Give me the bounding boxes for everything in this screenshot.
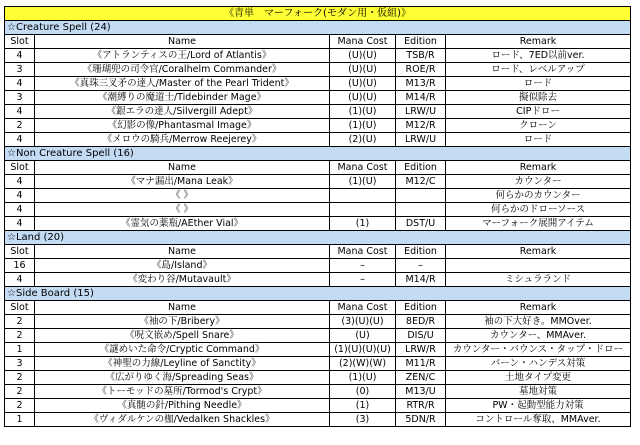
mana-cost-cell: –	[330, 259, 396, 273]
mana-cost-cell: (U)(U)	[330, 63, 396, 77]
remark-cell: 擬似除去	[446, 91, 631, 105]
edition-cell	[396, 203, 446, 217]
column-header-name: Name	[35, 35, 330, 49]
mana-cost-cell: (U)(U)	[330, 91, 396, 105]
remark-cell: ロード、レベルアップ	[446, 63, 631, 77]
decklist-table	[4, 6, 631, 427]
mana-cost-cell: (1)(U)	[330, 371, 396, 385]
remark-cell: 何らかのカウンター	[446, 189, 631, 203]
section-header-row	[5, 147, 631, 161]
mana-cost-cell: (U)	[330, 329, 396, 343]
remark-cell: ロード、7ED以前ver.	[446, 49, 631, 63]
edition-cell: M11/R	[396, 357, 446, 371]
card-name-cell: 《真髄の針/Pithing Needle》	[35, 399, 330, 413]
remark-cell: マーフォーク展開アイテム	[446, 217, 631, 231]
card-row	[5, 189, 631, 203]
slot-cell: 2	[5, 315, 35, 329]
card-row	[5, 217, 631, 231]
card-name-cell: 《ヴィダルケンの枷/Vedalken Shackles》	[35, 413, 330, 427]
remark-cell: ロード	[446, 77, 631, 91]
slot-cell: 4	[5, 133, 35, 147]
card-row	[5, 399, 631, 413]
column-header-name: Name	[35, 245, 330, 259]
card-name-cell: 《神聖の力線/Leyline of Sanctity》	[35, 357, 330, 371]
card-name-cell: 《メロウの騎兵/Merrow Reejerey》	[35, 133, 330, 147]
remark-cell: CIPドロー	[446, 105, 631, 119]
section-header-row	[5, 287, 631, 301]
column-header-remark: Remark	[446, 35, 631, 49]
card-name-cell: 《袖の下/Bribery》	[35, 315, 330, 329]
card-name-cell: 《アトランティスの王/Lord of Atlantis》	[35, 49, 330, 63]
column-header-edition: Edition	[396, 35, 446, 49]
section-label: ☆Land (20)	[5, 231, 631, 245]
card-row	[5, 119, 631, 133]
column-header-remark: Remark	[446, 161, 631, 175]
column-header-slot: Slot	[5, 245, 35, 259]
card-row	[5, 175, 631, 189]
card-row	[5, 133, 631, 147]
edition-cell: ROE/R	[396, 63, 446, 77]
card-name-cell: 《マナ漏出/Mana Leak》	[35, 175, 330, 189]
edition-cell: RTR/R	[396, 399, 446, 413]
slot-cell: 3	[5, 91, 35, 105]
column-header-mana: Mana Cost	[330, 301, 396, 315]
remark-cell: ロード	[446, 133, 631, 147]
edition-cell: LRW/U	[396, 133, 446, 147]
slot-cell: 2	[5, 119, 35, 133]
edition-cell: LRW/R	[396, 343, 446, 357]
column-header-row	[5, 301, 631, 315]
remark-cell	[446, 259, 631, 273]
column-header-slot: Slot	[5, 35, 35, 49]
edition-cell: ZEN/C	[396, 371, 446, 385]
slot-cell: 4	[5, 49, 35, 63]
card-name-cell: 《呪文嵌め/Spell Snare》	[35, 329, 330, 343]
mana-cost-cell: (U)(U)	[330, 49, 396, 63]
card-row	[5, 315, 631, 329]
mana-cost-cell: (1)(U)	[330, 175, 396, 189]
card-name-cell: 《広がりゆく海/Spreading Seas》	[35, 371, 330, 385]
remark-cell: PW・起動型能力対策	[446, 399, 631, 413]
slot-cell: 2	[5, 371, 35, 385]
column-header-edition: Edition	[396, 245, 446, 259]
edition-cell: M14/R	[396, 273, 446, 287]
slot-cell: 4	[5, 203, 35, 217]
mana-cost-cell: (1)	[330, 399, 396, 413]
slot-cell: 4	[5, 77, 35, 91]
mana-cost-cell: (0)	[330, 385, 396, 399]
column-header-mana: Mana Cost	[330, 245, 396, 259]
column-header-row	[5, 245, 631, 259]
slot-cell: 2	[5, 399, 35, 413]
card-row	[5, 329, 631, 343]
card-row	[5, 413, 631, 427]
mana-cost-cell: (3)(U)(U)	[330, 315, 396, 329]
column-header-mana: Mana Cost	[330, 161, 396, 175]
edition-cell: M12/C	[396, 175, 446, 189]
remark-cell: カウンター・バウンス・タップ・ドロー	[446, 343, 631, 357]
remark-cell: カウンター	[446, 175, 631, 189]
edition-cell: TSB/R	[396, 49, 446, 63]
slot-cell: 3	[5, 357, 35, 371]
card-name-cell: 《銀エラの達人/Silvergill Adept》	[35, 105, 330, 119]
card-name-cell: 《幻影の像/Phantasmal Image》	[35, 119, 330, 133]
mana-cost-cell: (2)(U)	[330, 133, 396, 147]
card-name-cell: 《霊気の薬瓶/AEther Vial》	[35, 217, 330, 231]
column-header-row	[5, 35, 631, 49]
slot-cell: 4	[5, 175, 35, 189]
mana-cost-cell	[330, 189, 396, 203]
card-row	[5, 49, 631, 63]
edition-cell: M13/R	[396, 77, 446, 91]
card-name-cell: 《 》	[35, 189, 330, 203]
slot-cell: 16	[5, 259, 35, 273]
card-name-cell: 《島/Island》	[35, 259, 330, 273]
column-header-slot: Slot	[5, 161, 35, 175]
card-name-cell: 《トーモッドの墓所/Tormod's Crypt》	[35, 385, 330, 399]
section-label: ☆Creature Spell (24)	[5, 21, 631, 35]
card-name-cell: 《変わり谷/Mutavault》	[35, 273, 330, 287]
card-row	[5, 259, 631, 273]
card-name-cell: 《真珠三叉矛の達人/Master of the Pearl Trident》	[35, 77, 330, 91]
slot-cell: 4	[5, 189, 35, 203]
title-row	[5, 7, 631, 21]
column-header-name: Name	[35, 161, 330, 175]
slot-cell: 4	[5, 273, 35, 287]
card-name-cell: 《潮縛りの魔道士/Tidebinder Mage》	[35, 91, 330, 105]
slot-cell: 2	[5, 329, 35, 343]
edition-cell: 8ED/R	[396, 315, 446, 329]
card-row	[5, 63, 631, 77]
column-header-remark: Remark	[446, 245, 631, 259]
edition-cell: 5DN/R	[396, 413, 446, 427]
edition-cell: DST/U	[396, 217, 446, 231]
mana-cost-cell: (3)	[330, 413, 396, 427]
card-row	[5, 385, 631, 399]
mana-cost-cell: (1)	[330, 217, 396, 231]
remark-cell: ミシュラランド	[446, 273, 631, 287]
card-row	[5, 203, 631, 217]
column-header-row	[5, 161, 631, 175]
edition-cell: DIS/U	[396, 329, 446, 343]
remark-cell: コントロール奪取、MMAver.	[446, 413, 631, 427]
card-row	[5, 77, 631, 91]
mana-cost-cell: (1)(U)(U)(U)	[330, 343, 396, 357]
remark-cell: 袖の下大好き。MMOver.	[446, 315, 631, 329]
mana-cost-cell: (2)(W)(W)	[330, 357, 396, 371]
mana-cost-cell	[330, 203, 396, 217]
section-label: ☆Side Board (15)	[5, 287, 631, 301]
mana-cost-cell: –	[330, 273, 396, 287]
edition-cell: M13/U	[396, 385, 446, 399]
section-header-row	[5, 21, 631, 35]
remark-cell: 何らかのドローソース	[446, 203, 631, 217]
remark-cell: クローン	[446, 119, 631, 133]
card-row	[5, 371, 631, 385]
card-name-cell: 《 》	[35, 203, 330, 217]
slot-cell: 1	[5, 343, 35, 357]
card-row	[5, 91, 631, 105]
remark-cell: カウンター、MMAver.	[446, 329, 631, 343]
column-header-remark: Remark	[446, 301, 631, 315]
mana-cost-cell: (U)(U)	[330, 77, 396, 91]
section-label: ☆Non Creature Spell (16)	[5, 147, 631, 161]
card-row	[5, 105, 631, 119]
column-header-slot: Slot	[5, 301, 35, 315]
mana-cost-cell: (1)(U)	[330, 105, 396, 119]
card-row	[5, 343, 631, 357]
deck-title: 《青単 マーフォーク(モダン用・仮組)》	[5, 7, 631, 21]
edition-cell: LRW/U	[396, 105, 446, 119]
card-row	[5, 357, 631, 371]
edition-cell: –	[396, 259, 446, 273]
mana-cost-cell: (1)(U)	[330, 119, 396, 133]
card-name-cell: 《珊瑚兜の司令官/Coralhelm Commander》	[35, 63, 330, 77]
card-name-cell: 《謎めいた命令/Cryptic Command》	[35, 343, 330, 357]
remark-cell: 土地タイプ変更	[446, 371, 631, 385]
column-header-edition: Edition	[396, 301, 446, 315]
card-row	[5, 273, 631, 287]
edition-cell: M12/R	[396, 119, 446, 133]
slot-cell: 1	[5, 413, 35, 427]
section-header-row	[5, 231, 631, 245]
slot-cell: 4	[5, 105, 35, 119]
column-header-name: Name	[35, 301, 330, 315]
column-header-edition: Edition	[396, 161, 446, 175]
column-header-mana: Mana Cost	[330, 35, 396, 49]
remark-cell: 墓地対策	[446, 385, 631, 399]
slot-cell: 2	[5, 385, 35, 399]
edition-cell	[396, 189, 446, 203]
slot-cell: 3	[5, 63, 35, 77]
slot-cell: 4	[5, 217, 35, 231]
remark-cell: バーン・ハンデス対策	[446, 357, 631, 371]
edition-cell: M14/R	[396, 91, 446, 105]
